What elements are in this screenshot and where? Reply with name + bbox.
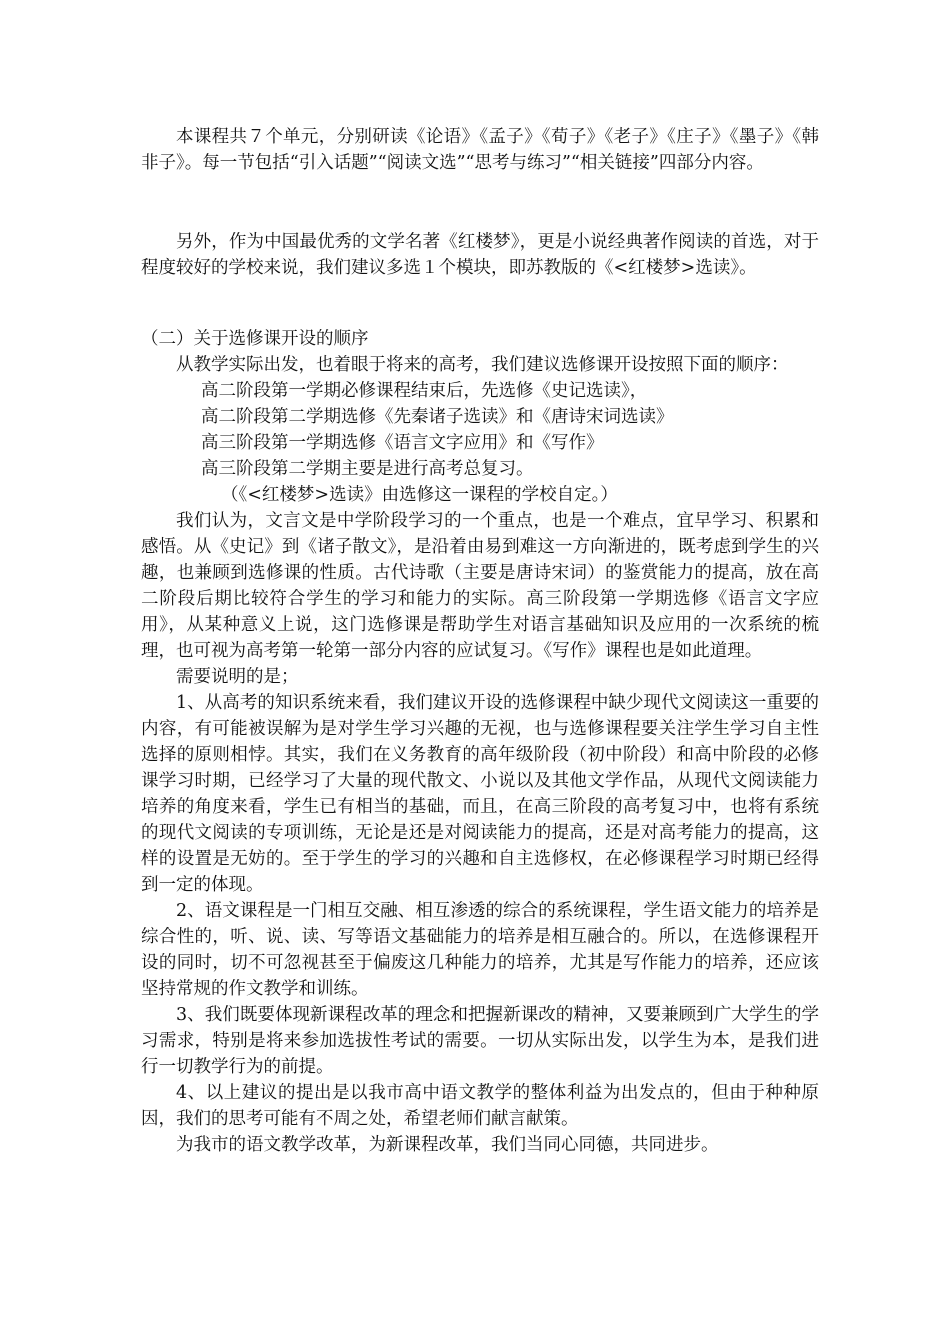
paragraph-point-2: 2、语文课程是一门相互交融、相互渗透的综合的系统课程，学生语文能力的培养是综合性的，听、说、读、写等语文基础能力的培养是相互融合的。所以，在选修课程开设的同时，切不可忽视甚至于偏废这几种能力的培养，尤其是写作能力的培养，还应该坚持常规的作文教学和训练。 [141, 901, 819, 999]
section-heading: （二）关于选修课开设的顺序 [141, 329, 369, 349]
paragraph-honglou-recommendation [141, 229, 819, 281]
schedule-item: 高三阶段第一学期选修《语言文字应用》和《写作》 [201, 433, 604, 453]
paragraph-text: 本课程共７个单元，分别研读《论语》《孟子》《荀子》《老子》《庄子》《墨子》《韩非子》。每一节包括“引入话题”“阅读文选”“思考与练习”“相关链接”四部分内容。 [141, 127, 819, 173]
paragraph-order-intro: 从教学实际出发，也着眼于将来的高考，我们建议选修课开设按照下面的顺序： [176, 355, 789, 375]
schedule-note: （《<红楼梦>选读》由选修这一课程的学校自定。） [221, 485, 618, 505]
paragraph-text: 另外，作为中国最优秀的文学名著《红楼梦》，更是小说经典著作阅读的首选，对于程度较好的学校来说，我们建议多选１个模块，即苏教版的《<红楼梦>选读》。 [141, 232, 819, 278]
paragraph-point-3: 3、我们既要体现新课程改革的理念和把握新课改的精神，又要兼顾到广大学生的学习需求，特别是将来参加选拔性考试的需要。一切从实际出发，以学生为本，是我们进行一切教学行为的前提。 [141, 1005, 819, 1077]
paragraph-point-1: 1、从高考的知识系统来看，我们建议开设的选修课程中缺少现代文阅读这一重要的内容，有可能被误解为是对学生学习兴趣的无视，也与选修课程要关注学生学习自主性选择的原则相悖。其实，我们在义务教育的高年级阶段（初中阶段）和高中阶段的必修课学习时期，已经学习了大量的现代散文、小说以及其他文学作品，从现代文阅读能力培养的角度来看，学生已有相当的基础，而且，在高三阶段的高考复习中，也将有系统的现代文阅读的专项训练，无论是还是对阅读能力的提高，还是对高考能力的提高，这样的设置是无妨的。至于学生的学习的兴趣和自主选修权，在必修课程学习时期已经得到一定的体现。 [141, 693, 819, 895]
schedule-item: 高二阶段第二学期选修《先秦诸子选读》和《唐诗宋词选读》 [201, 407, 674, 427]
paragraph-course-units [141, 124, 819, 176]
paragraph-point-4: 4、以上建议的提出是以我市高中语文教学的整体利益为出发点的，但由于种种原因，我们的思考可能有不周之处，希望老师们献言献策。 [141, 1083, 819, 1129]
schedule-item: 高三阶段第二学期主要是进行高考总复习。 [201, 459, 534, 479]
paragraph-explanation-lead: 需要说明的是； [176, 667, 299, 687]
paragraph-rationale: 我们认为，文言文是中学阶段学习的一个重点，也是一个难点，宜早学习、积累和感悟。从《史记》到《诸子散文》，是沿着由易到难这一方向渐进的，既考虑到学生的兴趣，也兼顾到选修课的性质。古代诗歌（主要是唐诗宋词）的鉴赏能力的提高，放在高二阶段后期比较符合学生的学习和能力的实际。高三阶段第一学期选修《语言文字应用》，从某种意义上说，这门选修课是帮助学生对语言基础知识及应用的一次系统的梳理，也可视为高考第一轮第一部分内容的应试复习。《写作》课程也是如此道理。 [141, 511, 819, 661]
schedule-item: 高二阶段第一学期必修课程结束后，先选修《史记选读》， [201, 381, 648, 401]
section-course-order [141, 326, 819, 1158]
paragraph-closing: 为我市的语文教学改革，为新课程改革，我们当同心同德，共同进步。 [176, 1135, 719, 1155]
